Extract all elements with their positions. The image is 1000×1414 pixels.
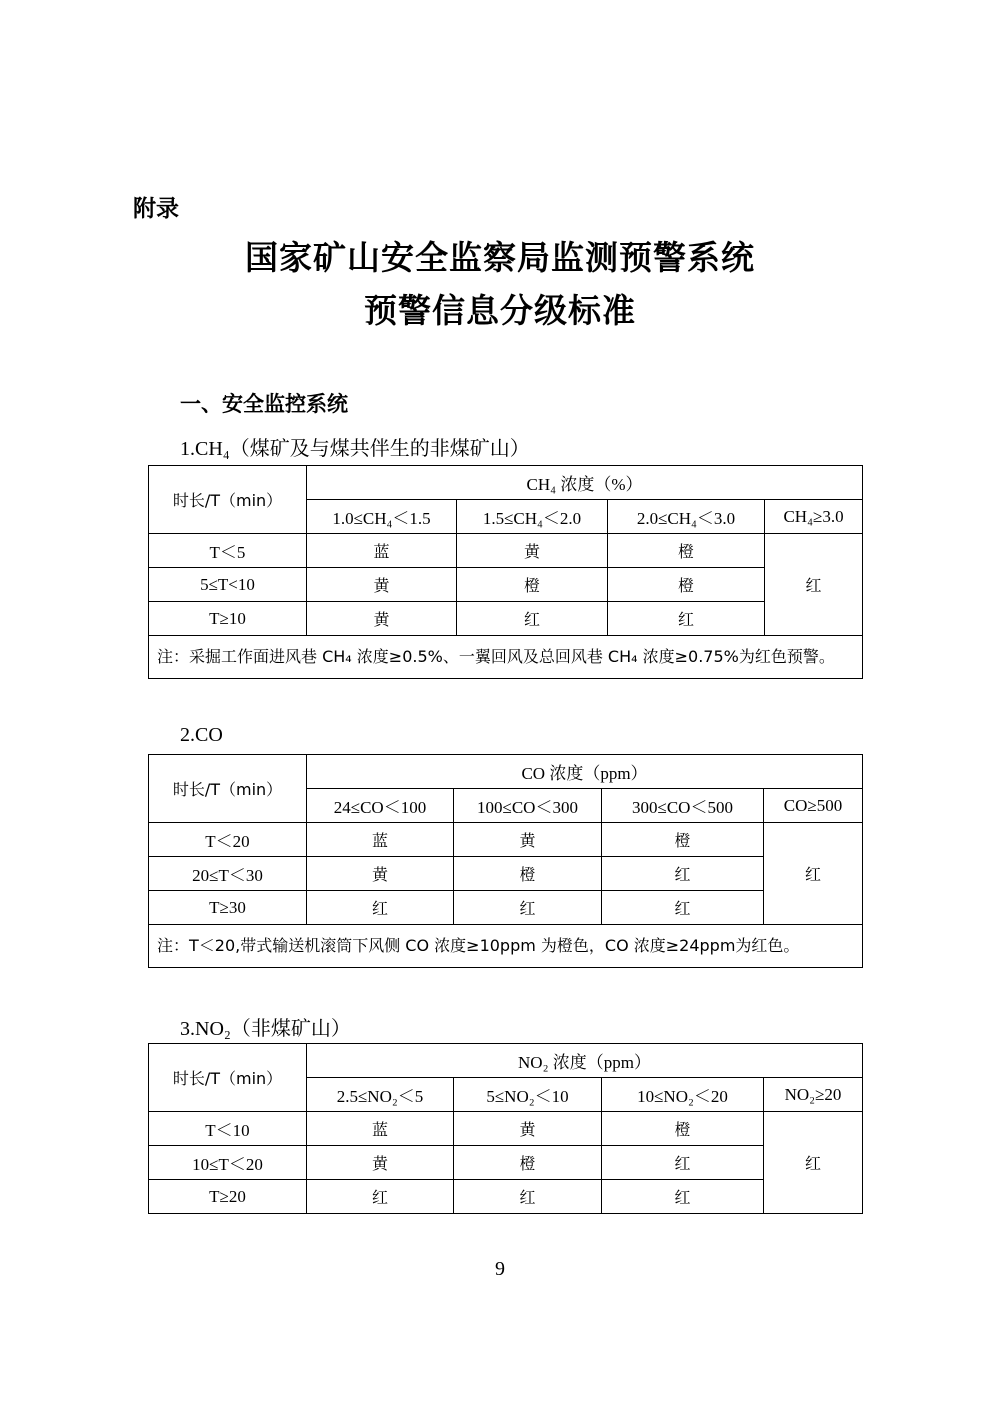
table-heading-co: 2.CO	[180, 724, 223, 746]
level-cell: 黄	[457, 534, 608, 568]
column-header: 1.5≤CH₄＜2.0	[457, 500, 608, 534]
level-cell-merged: 红	[765, 534, 863, 636]
level-cell: 橙	[454, 1146, 602, 1180]
column-header: 1.0≤CH₄＜1.5	[307, 500, 457, 534]
row-label: 20≤T＜30	[149, 857, 307, 891]
co-warning-table	[148, 754, 863, 968]
group-header: CH₄ 浓度（%）	[307, 466, 863, 500]
level-cell: 黄	[307, 1146, 454, 1180]
level-cell: 黄	[454, 823, 602, 857]
group-header: NO₂ 浓度（ppm）	[307, 1044, 863, 1078]
level-cell: 黄	[307, 857, 454, 891]
table-note: 注：T＜20,带式输送机滚筒下风侧 CO 浓度≥10ppm 为橙色，CO 浓度≥24ppm为红色。	[149, 925, 863, 968]
level-cell: 红	[307, 1180, 454, 1214]
level-cell: 红	[608, 602, 765, 636]
row-label: T＜5	[149, 534, 307, 568]
level-cell: 红	[602, 1180, 764, 1214]
level-cell: 红	[454, 891, 602, 925]
level-cell-merged: 红	[764, 823, 863, 925]
column-header: 2.5≤NO₂＜5	[307, 1078, 454, 1112]
section-heading: 一、安全监控系统	[180, 392, 348, 416]
level-cell: 红	[454, 1180, 602, 1214]
table-note: 注：采掘工作面进风巷 CH₄ 浓度≥0.5%、一翼回风及总回风巷 CH₄ 浓度≥0.75%为红色预警。	[149, 636, 863, 679]
level-cell: 橙	[608, 568, 765, 602]
row-header: 时长/T（min）	[149, 466, 307, 534]
table-heading-no2: 3.NO₂（非煤矿山）	[180, 1018, 351, 1040]
level-cell: 黄	[454, 1112, 602, 1146]
column-header: CO≥500	[764, 789, 863, 823]
row-label: 10≤T＜20	[149, 1146, 307, 1180]
level-cell: 红	[602, 857, 764, 891]
level-cell: 蓝	[307, 1112, 454, 1146]
row-header: 时长/T（min）	[149, 755, 307, 823]
page-number: 9	[495, 1258, 505, 1280]
row-label: T≥30	[149, 891, 307, 925]
level-cell: 黄	[307, 602, 457, 636]
ch4-warning-table	[148, 465, 863, 679]
document-title-line1: 国家矿山安全监察局监测预警系统	[245, 238, 755, 277]
level-cell: 红	[602, 1146, 764, 1180]
document-title-line2: 预警信息分级标准	[364, 291, 636, 330]
column-header: 2.0≤CH₄＜3.0	[608, 500, 765, 534]
level-cell: 橙	[602, 823, 764, 857]
level-cell: 橙	[454, 857, 602, 891]
group-header: CO 浓度（ppm）	[307, 755, 863, 789]
no2-warning-table	[148, 1043, 863, 1214]
row-label: T≥10	[149, 602, 307, 636]
column-header: 5≤NO₂＜10	[454, 1078, 602, 1112]
level-cell: 黄	[307, 568, 457, 602]
column-header: NO₂≥20	[764, 1078, 863, 1112]
column-header: CH₄≥3.0	[765, 500, 863, 534]
level-cell: 橙	[608, 534, 765, 568]
level-cell-merged: 红	[764, 1112, 863, 1214]
row-label: T≥20	[149, 1180, 307, 1214]
level-cell: 红	[307, 891, 454, 925]
row-label: T＜20	[149, 823, 307, 857]
level-cell: 蓝	[307, 823, 454, 857]
column-header: 10≤NO₂＜20	[602, 1078, 764, 1112]
column-header: 24≤CO＜100	[307, 789, 454, 823]
column-header: 100≤CO＜300	[454, 789, 602, 823]
level-cell: 蓝	[307, 534, 457, 568]
row-header: 时长/T（min）	[149, 1044, 307, 1112]
level-cell: 橙	[602, 1112, 764, 1146]
column-header: 300≤CO＜500	[602, 789, 764, 823]
level-cell: 红	[457, 602, 608, 636]
row-label: T＜10	[149, 1112, 307, 1146]
level-cell: 橙	[457, 568, 608, 602]
table-heading-ch4: 1.CH₄（煤矿及与煤共伴生的非煤矿山）	[180, 438, 530, 460]
row-label: 5≤T<10	[149, 568, 307, 602]
appendix-label: 附录	[133, 196, 179, 222]
level-cell: 红	[602, 891, 764, 925]
